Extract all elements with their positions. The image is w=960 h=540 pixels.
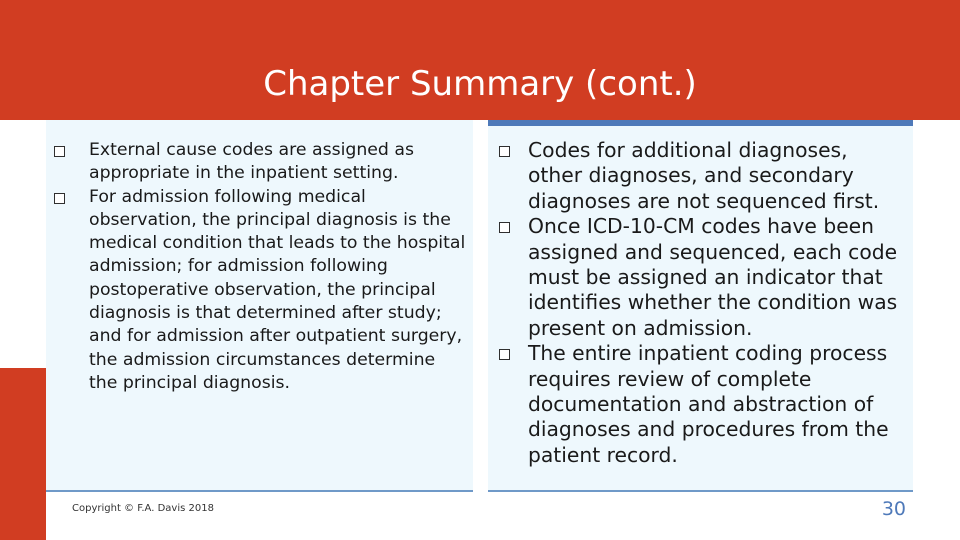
bullet-square-icon [499,146,510,157]
bullet-text: Codes for additional diagnoses, other diagnoses, and secondary diagnoses are not sequenced first. [528,138,880,213]
bullet-text: For admission following medical observation, the principal diagnosis is the medical condition that leads to the hospital admission; for admission following postoperative observation, the principal diagnosis is that determined after study; and for admission after outpatient surgery, the admission circumstances determine the principal diagnosis. [89,186,466,393]
bullet-item [528,214,908,341]
bullet-item [528,138,908,214]
bullet-square-icon [54,193,65,204]
page-number: 30 [881,498,906,520]
left-accent-bar [0,368,46,540]
bullet-text: External cause codes are assigned as appropriate in the inpatient setting. [89,140,414,184]
bullet-text: Once ICD-10-CM codes have been assigned and sequenced, each code must be assigned an indicator that identifies whether the condition was present on admission. [528,214,898,340]
copyright-text: Copyright © F.A. Davis 2018 [72,503,214,514]
bullet-square-icon [54,146,65,157]
bullet-item [528,341,908,468]
bullet-item [89,186,469,396]
bullet-square-icon [499,349,510,360]
bullet-item [89,139,469,186]
bullet-square-icon [499,222,510,233]
slide-title: Chapter Summary (cont.) [263,64,697,104]
right-bullet-list [528,138,908,468]
left-bullet-list [89,139,469,395]
bullet-text: The entire inpatient coding process requires review of complete documentation and abstraction of diagnoses and procedures from the patient record. [528,341,889,467]
